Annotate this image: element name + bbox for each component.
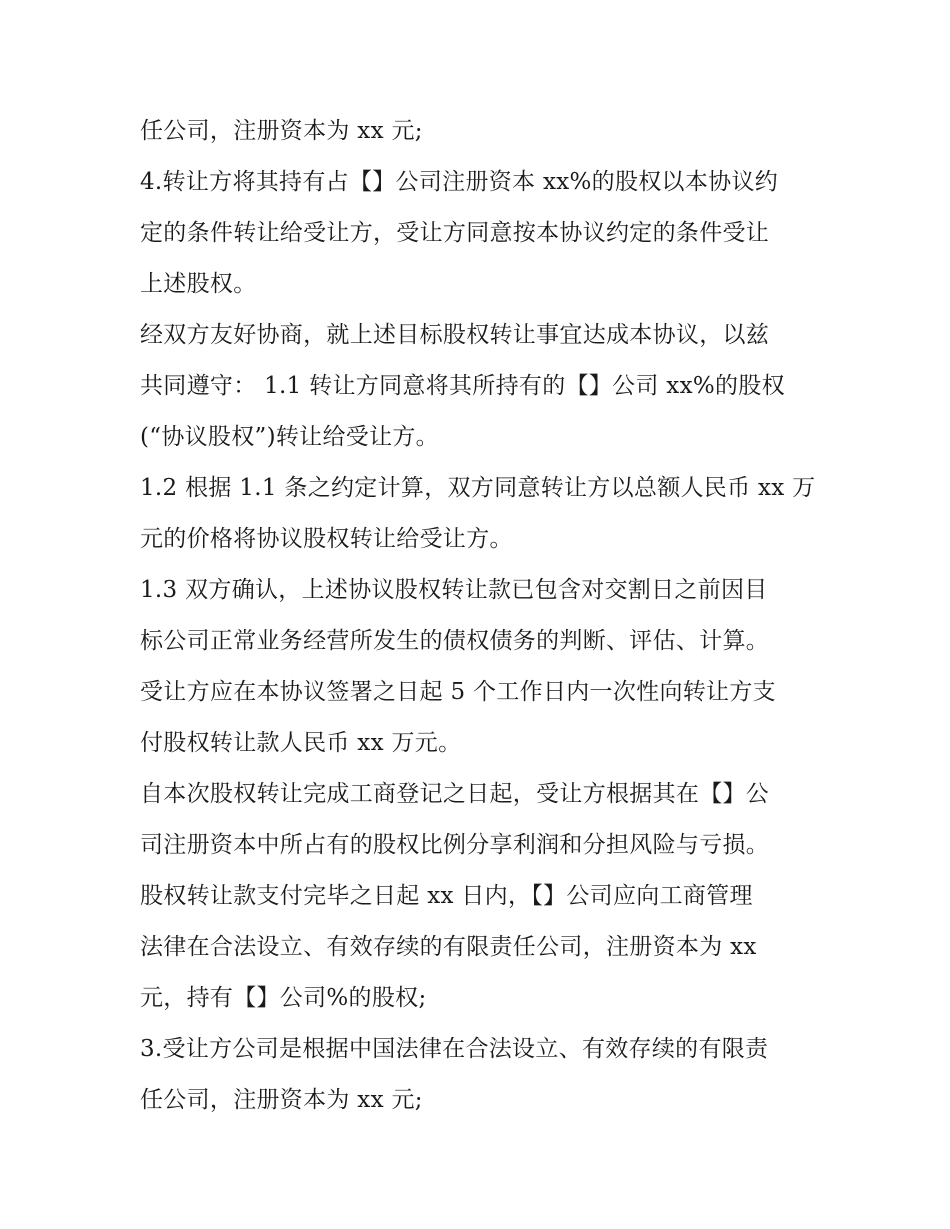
text-line: 1.3 双方确认，上述协议股权转让款已包含对交割日之前因目 — [140, 577, 768, 603]
text-line: 股权转让款支付完毕之日起 xx 日内，【】公司应向工商管理 — [140, 883, 753, 909]
text-line: 定的条件转让给受让方，受让方同意按本协议约定的条件受让 — [140, 220, 770, 246]
text-line: 4.转让方将其持有占【】公司注册资本 xx%的股权以本协议约 — [140, 169, 779, 195]
text-line: 司注册资本中所占有的股权比例分享利润和分担风险与亏损。 — [140, 832, 770, 858]
text-line: 任公司，注册资本为 xx 元; — [140, 1087, 423, 1113]
text-line: 自本次股权转让完成工商登记之日起，受让方根据其在【】公 — [140, 781, 770, 807]
text-line: 1.2 根据 1.1 条之约定计算，双方同意转让方以总额人民币 xx 万 — [140, 475, 816, 501]
text-line: 共同遵守： 1.1 转让方同意将其所持有的【】公司 xx%的股权 — [140, 373, 785, 399]
text-line: 经双方友好协商，就上述目标股权转让事宜达成本协议，以兹 — [140, 322, 770, 348]
text-line: 付股权转让款人民币 xx 万元。 — [140, 730, 462, 756]
text-line: 标公司正常业务经营所发生的债权债务的判断、评估、计算。 — [140, 628, 770, 654]
text-line: (“协议股权”)转让给受让方。 — [140, 424, 439, 450]
text-line: 法律在合法设立、有效存续的有限责任公司，注册资本为 xx — [140, 934, 757, 960]
text-line: 上述股权。 — [140, 271, 257, 297]
text-line: 元的价格将协议股权转让给受让方。 — [140, 526, 513, 552]
text-line: 元，持有【】公司%的股权; — [140, 985, 427, 1011]
document-body — [140, 106, 820, 1126]
text-line: 受让方应在本协议签署之日起 5 个工作日内一次性向转让方支 — [140, 679, 776, 705]
text-line: 3.受让方公司是根据中国法律在合法设立、有效存续的有限责 — [140, 1036, 769, 1062]
text-line: 任公司，注册资本为 xx 元; — [140, 118, 423, 144]
